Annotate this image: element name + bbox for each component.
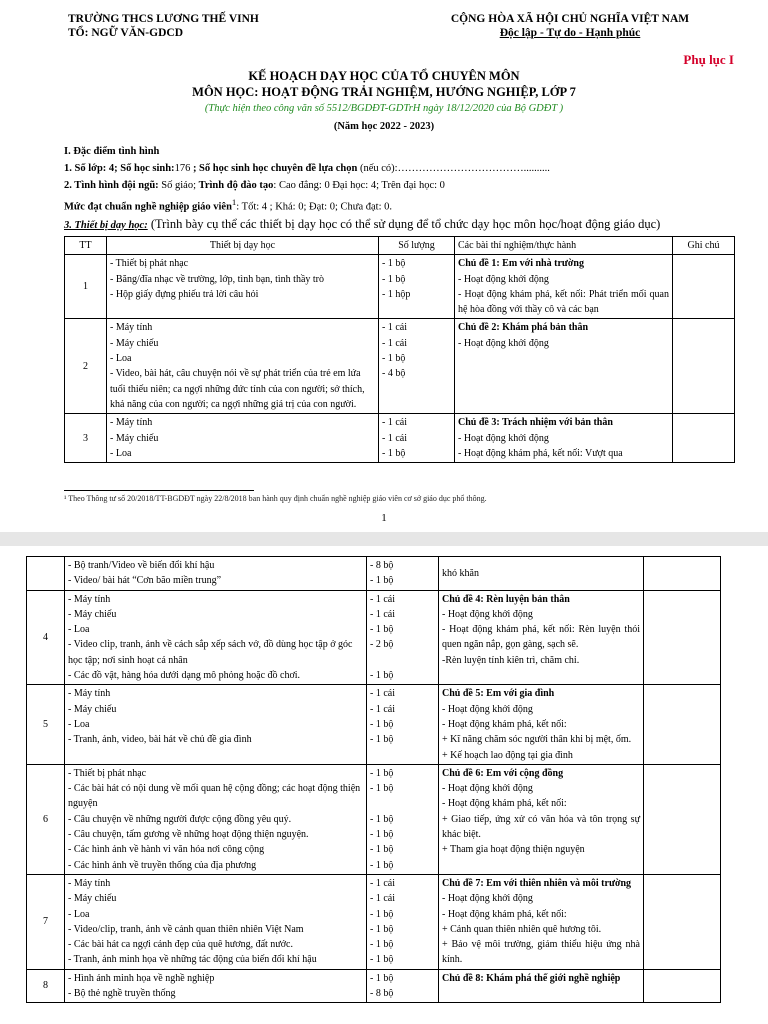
equipment-item: - Các đồ vật, hàng hóa dưới dạng mô phỏng hoặc đồ chơi. — [68, 670, 301, 682]
row-number: 1 — [65, 255, 107, 319]
school-name: TRƯỜNG THCS LƯƠNG THẾ VINH — [68, 13, 259, 25]
quantity-item: - 1 bộ — [382, 258, 406, 270]
activity-item: - Hoạt động khám phá, kết nối: — [442, 798, 567, 810]
equipment-item: - Các bài hát có nội dung về mối quan hệ cộng đồng; các hoạt động thiện nguyện — [68, 783, 361, 810]
quantity-cell — [367, 969, 439, 1003]
notes-cell — [673, 414, 735, 463]
activity-item: - Hoạt động khởi động — [458, 273, 549, 285]
row-number: 4 — [27, 590, 65, 685]
quantity-item: - 1 bộ — [370, 813, 394, 825]
lessons-cell — [439, 557, 644, 591]
activity-item: + Cảnh quan thiên nhiên quê hương tôi. — [442, 923, 602, 935]
topic-title: Chủ đề 1: Em với nhà trường — [458, 258, 584, 270]
activity-item: + Kế hoạch lao động tại gia đình — [442, 749, 573, 761]
table-row — [65, 414, 735, 463]
topic-title: Chủ đề 6: Em với cộng đồng — [442, 767, 564, 779]
quantity-cell — [367, 590, 439, 685]
quantity-cell — [379, 255, 455, 319]
equipment-item: - Máy chiếu — [110, 337, 159, 349]
quantity-item: - 1 bộ — [370, 670, 394, 682]
row-number: 2 — [65, 319, 107, 414]
equipment-item: - Loa — [110, 447, 132, 459]
equipment-item: - Máy chiếu — [68, 893, 117, 905]
title-reference: (Thực hiện theo công văn số 5512/BGDĐT-GDTrH ngày 18/12/2020 của Bộ GDĐT ) — [204, 103, 564, 114]
equipment-item: - Tranh, ảnh, video, bài hát về chủ đề gia đình — [68, 734, 252, 746]
activity-item: - Hoạt động khám phá, kết nối: Vượt qua — [458, 447, 623, 459]
quantity-item: - 8 bộ — [370, 988, 394, 1000]
equipment-table-page-2 — [26, 556, 721, 1003]
quantity-cell — [367, 685, 439, 764]
notes-cell — [644, 874, 721, 969]
equipment-item: - Máy tính — [68, 688, 111, 700]
equipment-item: - Câu chuyện về những người được cộng đồng yêu quý. — [68, 813, 292, 825]
activity-item: khó khăn — [442, 567, 479, 579]
header-tt: TT — [65, 237, 107, 255]
equipment-item: - Loa — [68, 908, 90, 920]
equipment-table-page-1 — [64, 236, 735, 463]
quantity-item: - 1 bộ — [370, 575, 394, 587]
topic-title: Chủ đề 5: Em với gia đình — [442, 688, 555, 700]
topic-title: Chủ đề 3: Trách nhiệm với bản thân — [458, 417, 613, 429]
quantity-item: - 1 bộ — [382, 447, 406, 459]
rows-page-1 — [65, 255, 735, 463]
lessons-cell — [439, 590, 644, 685]
quantity-cell — [367, 874, 439, 969]
quantity-item: - 1 bộ — [370, 908, 394, 920]
activity-item: + Tham gia hoạt động thiện nguyện — [442, 844, 585, 856]
school-year: (Năm học 2022 - 2023) — [333, 121, 435, 132]
equipment-item: - Máy chiếu — [110, 432, 159, 444]
notes-cell — [644, 969, 721, 1003]
equipment-item: - Video, bài hát, câu chuyện nói về sự phát triển của trẻ em lứa tuổi thiếu niên; ca ngợi những đức tính của con người; sở thích, khả năng của con người; ca ngợi những giá trị của con người. — [110, 368, 365, 410]
equipment-item: - Máy tính — [68, 593, 111, 605]
notes-cell — [644, 590, 721, 685]
activity-item: - Hoạt động khởi động — [442, 703, 533, 715]
info-line-standard: Mức đạt chuẩn nghề nghiệp giáo viên$^1$: Tốt: 4 ; Khá: 0; Đạt: 0; Chưa đạt: 0. — [64, 197, 392, 213]
quantity-item: - 1 cái — [382, 432, 407, 444]
school-header — [68, 12, 259, 40]
quantity-item: - 1 bộ — [370, 859, 394, 871]
topic-title: Chủ đề 7: Em với thiên nhiên và môi trường — [442, 877, 632, 889]
page-number: 1 — [381, 512, 387, 524]
quantity-cell — [379, 414, 455, 463]
table-row — [27, 969, 721, 1003]
table-row — [65, 255, 735, 319]
table-row — [27, 557, 721, 591]
activity-item: - Hoạt động khám phá, kết nối: — [442, 908, 567, 920]
quantity-item: - 4 bộ — [382, 368, 406, 380]
quantity-item: - 8 bộ — [370, 560, 394, 571]
equipment-item: - Hộp giấy đựng phiếu trả lời câu hỏi — [110, 288, 259, 300]
row-number: 7 — [27, 874, 65, 969]
equipment-cell — [107, 319, 379, 414]
equipment-cell — [65, 969, 367, 1003]
table-row — [27, 874, 721, 969]
row-number: 5 — [27, 685, 65, 764]
lessons-cell — [439, 874, 644, 969]
equipment-item: - Bộ tranh/Video về biến đổi khí hậu — [68, 560, 215, 571]
activity-item: - Hoạt động khởi động — [442, 893, 533, 905]
equipment-item: - Các hình ảnh về truyền thống của địa phương — [68, 859, 257, 871]
document-title — [0, 68, 768, 136]
equipment-item: - Video/ bài hát “Cơn bão miền trung” — [68, 575, 222, 587]
equipment-item: - Máy chiếu — [68, 703, 117, 715]
national-motto: Độc lập - Tự do - Hạnh phúc — [499, 27, 641, 39]
quantity-item: - 1 cái — [370, 893, 395, 905]
header-notes: Ghi chú — [673, 237, 735, 255]
topic-title: Chủ đề 2: Khám phá bản thân — [458, 322, 589, 334]
table-row — [27, 764, 721, 874]
equipment-item: - Hình ảnh minh họa về nghề nghiệp — [68, 972, 215, 984]
lessons-cell — [455, 319, 673, 414]
footnote-divider — [64, 490, 254, 491]
equipment-item: - Loa — [68, 718, 90, 730]
activity-item: - Hoạt động khám phá, kết nối: Phát triển mối quan hệ hòa đồng với thầy cô và các bạn — [458, 288, 669, 316]
activity-item: + Kĩ năng chăm sóc người thân khi bị mệt, ốm. — [442, 734, 632, 746]
equipment-item: - Video clip, tranh, ảnh về cách sắp xếp sách vở, đồ dùng học tập ở góc học tập; nơi sinh hoạt cá nhân — [68, 639, 353, 666]
nation-header — [390, 12, 750, 40]
table-row — [65, 319, 735, 414]
page-break — [0, 532, 768, 546]
equipment-item: - Video/clip, tranh, ảnh về cảnh quan thiên nhiên Việt Nam — [68, 923, 304, 935]
equipment-item: - Máy chiếu — [68, 608, 117, 620]
quantity-item: - 1 bộ — [382, 273, 406, 285]
footnote: ¹ Theo Thông tư số 20/2018/TT-BGDĐT ngày 22/8/2018 ban hành quy định chuẩn nghề nghiệp giáo viên cơ sở giáo dục phổ thông. — [64, 494, 487, 503]
activity-item: - Hoạt động khởi động — [442, 608, 533, 620]
row-number: 6 — [27, 764, 65, 874]
equipment-cell — [65, 557, 367, 591]
quantity-item: - 1 cái — [382, 417, 407, 429]
equipment-item: - Loa — [110, 353, 132, 365]
quantity-item: - 1 cái — [382, 337, 407, 349]
quantity-item — [370, 653, 435, 668]
row-number: 3 — [65, 414, 107, 463]
quantity-item: - 1 bộ — [370, 972, 394, 984]
equipment-item: - Băng/đĩa nhạc về trường, lớp, tình bạn, tình thầy trò — [110, 273, 325, 285]
activity-item: + Bảo vệ môi trường, giảm thiểu hiệu ứng nhà kính. — [442, 939, 640, 966]
quantity-item: - 1 bộ — [370, 624, 394, 636]
info-line-3: 3. Thiết bị dạy học: (Trình bày cụ thể các thiết bị dạy học có thể sử dụng để tổ chức dạy học môn học/hoạt động giáo dục) — [64, 216, 661, 231]
nation-title: CỘNG HÒA XÃ HỘI CHỦ NGHĨA VIỆT NAM — [450, 13, 690, 25]
activity-item: - Hoạt động khởi động — [458, 337, 549, 349]
equipment-item: - Thiết bị phát nhạc — [110, 258, 189, 270]
quantity-item: - 1 cái — [370, 593, 395, 605]
rows-page-2 — [27, 557, 721, 1003]
activity-item: - Hoạt động khám phá, kết nối: Rèn luyện thói quen ngăn nắp, gọn gàng, sạch sẽ. — [442, 624, 640, 651]
quantity-item: - 1 bộ — [382, 353, 406, 365]
table-row — [27, 685, 721, 764]
equipment-cell — [65, 685, 367, 764]
quantity-item: - 1 bộ — [370, 829, 394, 841]
row-number: 8 — [27, 969, 65, 1003]
quantity-item: - 1 bộ — [370, 783, 394, 795]
header-quantity: Số lượng — [379, 237, 455, 255]
lessons-cell — [455, 414, 673, 463]
equipment-item: - Bộ thẻ nghề truyền thống — [68, 988, 176, 1000]
lessons-cell — [439, 685, 644, 764]
notes-cell — [673, 319, 735, 414]
header-lessons: Các bài thí nghiệm/thực hành — [455, 237, 673, 255]
quantity-item: - 1 bộ — [370, 718, 394, 730]
notes-cell — [673, 255, 735, 319]
equipment-item: - Máy tính — [68, 877, 111, 889]
quantity-cell — [367, 557, 439, 591]
section-heading: I. Đặc điểm tình hình — [64, 146, 160, 157]
quantity-item: - 1 bộ — [370, 923, 394, 935]
quantity-item: - 1 bộ — [370, 734, 394, 746]
quantity-item: - 2 bộ — [370, 639, 394, 651]
equipment-cell — [65, 590, 367, 685]
topic-title: Chủ đề 4: Rèn luyện bản thân — [442, 593, 570, 605]
notes-cell — [644, 764, 721, 874]
equipment-item: - Các bài hát ca ngợi cảnh đẹp của quê hương, đất nước. — [68, 939, 293, 951]
quantity-item: - 1 cái — [370, 703, 395, 715]
equipment-item: - Tranh, ảnh minh họa về những tác động của biến đổi khí hậu — [68, 954, 317, 966]
notes-cell — [644, 557, 721, 591]
department-name: TỔ: NGỮ VĂN-GDCD — [68, 27, 183, 39]
table-header-row — [65, 237, 735, 255]
equipment-item: - Các hình ảnh về hành vi văn hóa nơi công cộng — [68, 844, 265, 856]
equipment-item: - Câu chuyện, tấm gương về những hoạt động thiện nguyện. — [68, 829, 309, 841]
title-line-1: KẾ HOẠCH DẠY HỌC CỦA TỔ CHUYÊN MÔN — [248, 69, 520, 83]
quantity-item: - 1 cái — [370, 608, 395, 620]
table-row — [27, 590, 721, 685]
quantity-item: - 1 hộp — [382, 288, 411, 300]
equipment-item: - Máy tính — [110, 322, 153, 334]
title-line-2: MÔN HỌC: HOẠT ĐỘNG TRẢI NGHIỆM, HƯỚNG NGHIỆP, LỚP 7 — [192, 85, 576, 99]
page-2 — [0, 546, 768, 1024]
activity-item: -Rèn luyện tính kiên trì, chăm chỉ. — [442, 654, 580, 666]
lessons-cell — [439, 764, 644, 874]
info-line-1: 1. Số lớp: 4; Số học sinh:176 ; Số học sinh học chuyên đề lựa chọn (nếu có):……………………………….......... — [64, 163, 550, 174]
equipment-item: - Thiết bị phát nhạc — [68, 767, 147, 779]
quantity-item — [370, 796, 435, 811]
quantity-item: - 1 cái — [382, 322, 407, 334]
notes-cell — [644, 685, 721, 764]
lessons-cell — [455, 255, 673, 319]
quantity-item: - 1 bộ — [370, 939, 394, 951]
equipment-cell — [65, 764, 367, 874]
activity-item: - Hoạt động khám phá, kết nối: — [442, 718, 567, 730]
quantity-item: - 1 bộ — [370, 954, 394, 966]
equipment-cell — [107, 414, 379, 463]
quantity-item: - 1 cái — [370, 877, 395, 889]
equipment-item: - Loa — [68, 624, 90, 636]
row-number — [27, 557, 65, 591]
appendix-label: Phụ lục I — [683, 52, 734, 67]
activity-item: - Hoạt động khởi động — [458, 432, 549, 444]
quantity-item: - 1 bộ — [370, 767, 394, 779]
info-line-2: 2. Tình hình đội ngũ: Số giáo; Trình độ đào tạo: Cao đẳng: 0 Đại học: 4; Trên đại học: 0 — [64, 180, 445, 191]
equipment-item: - Máy tính — [110, 417, 153, 429]
equipment-cell — [107, 255, 379, 319]
activity-item: - Hoạt động khởi động — [442, 783, 533, 795]
topic-title: Chủ đề 8: Khám phá thế giới nghề nghiệp — [442, 972, 621, 984]
quantity-cell — [367, 764, 439, 874]
quantity-item: - 1 bộ — [370, 844, 394, 856]
situation-section — [64, 143, 744, 234]
activity-item: + Giao tiếp, ứng xử có văn hóa và tôn trọng sự khác biệt. — [442, 813, 640, 841]
equipment-cell — [65, 874, 367, 969]
lessons-cell — [439, 969, 644, 1003]
header-equipment: Thiết bị dạy học — [107, 237, 379, 255]
quantity-cell — [379, 319, 455, 414]
quantity-item: - 1 cái — [370, 688, 395, 700]
